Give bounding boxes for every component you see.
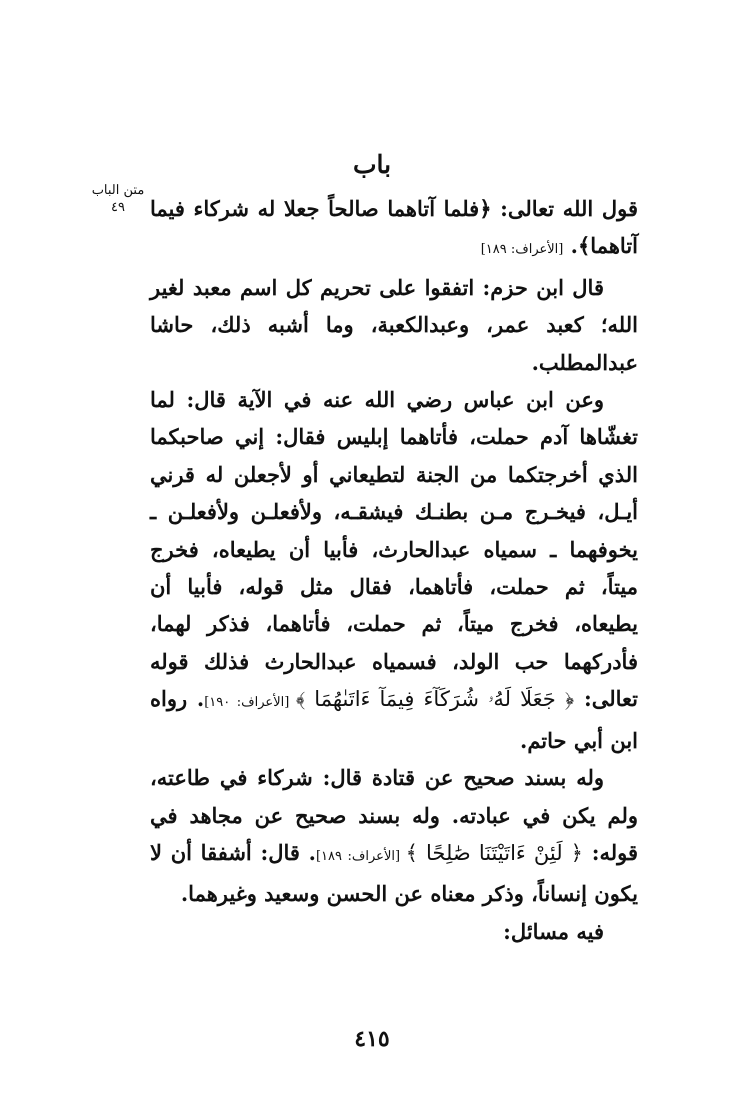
paragraph [150,381,638,759]
margin-note-label: متن الباب [91,183,145,198]
paragraph [150,913,638,950]
paragraph-text: . قال: أشفقا أن لا يكون إنساناً، وذكر معناه عن الحسن وسعيد وغيرهما. [150,839,638,907]
paragraph-text: قال ابن حزم: اتفقوا على تحريم كل اسم معبد لغير الله؛ كعبد عمر، وعبدالكعبة، وما أشبه ذلك، حاشا عبدالمطلب. [150,274,638,375]
margin-note-number: ٤٩ [111,200,125,215]
page-number: ٤١٥ [354,1026,390,1052]
verse-reference: [الأعراف: ١٨٩] [480,242,564,258]
verse-reference: [الأعراف: ١٨٩] [315,848,406,864]
margin-note [78,182,158,216]
verse-reference: [الأعراف: ١٩٠] [204,695,296,711]
paragraph-text: . رواه ابن أبي حاتم. [150,686,638,753]
paragraph-text: وله بسند صحيح عن قتادة قال: شركاء في طاعته، ولم يكن في عبادته. وله بسند صحيح عن مجاهد في قوله: [150,765,639,865]
paragraph [150,190,638,269]
paragraph [150,759,638,913]
chapter-title: باب [352,150,392,179]
paragraph-text: فيه مسائل: [503,918,604,944]
quran-quote: ﴿ لَئِنْ ءَاتَيْتَنَا صَٰلِحًا ﴾ [405,840,583,865]
body-text [150,190,638,950]
quran-quote: ﴿ جَعَلَا لَهُۥ شُرَكَآءَ فِيمَآ ءَاتَىٰهُمَا ﴾ [295,687,575,712]
paragraph [150,269,638,381]
paragraph-text: وعن ابن عباس رضي الله عنه في الآية قال: لما تغشّاها آدم حملت، فأتاهما إبليس فقال: إني صاحبكما الذي أخرجتكما من الجنة لتطيعاني أو لأجعلن له قرني أيـل، فيخـرج مـن بطنـك فيشقـه، ولأفعلـن ولأفعلـن ـ يخوفهما ـ سمياه عبدالحارث، فأبيا أن يطيعاه، فخرج ميتاً، ثم حملت، فأتاهما، فقال مثل قوله، فأبيا أن يطيعاه، فخرج ميتاً، ثم حملت، فأتاهما، فذكر لهما، فأدركهما حب الولد، فسمياه عبدالحارث فذلك قوله تعالى: [150,387,639,712]
paragraph-text: قول الله تعالى: ﴿فلما آتاهما صالحاً جعلا له شركاء فيما آتاهما﴾. [150,196,638,259]
